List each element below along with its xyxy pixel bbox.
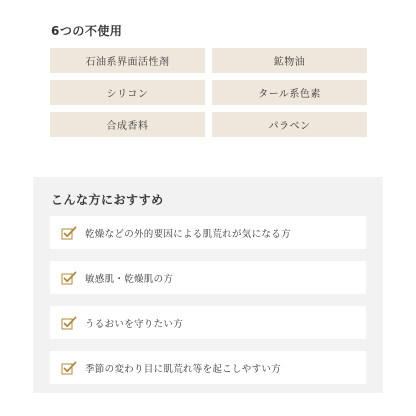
recommend-title: こんな方におすすめ: [51, 193, 164, 207]
free-from-item: 合成香料: [50, 112, 205, 137]
recommend-list: [50, 216, 366, 396]
checkbox-check-icon: [61, 316, 77, 330]
free-from-item: 鉱物油: [212, 48, 367, 73]
recommend-item-text: 敏感肌・乾燥肌の方: [85, 273, 174, 285]
recommend-item-text: うるおいを守りたい方: [85, 318, 184, 330]
free-from-item: タール系色素: [212, 80, 367, 105]
recommend-item-text: 乾燥などの外的要因による肌荒れが気になる方: [85, 228, 291, 240]
free-from-grid: [50, 48, 368, 137]
recommend-item: [50, 216, 366, 249]
recommend-item: [50, 306, 366, 339]
free-from-item: シリコン: [50, 80, 205, 105]
checkbox-check-icon: [61, 271, 77, 285]
recommend-panel: [33, 177, 383, 393]
checkbox-check-icon: [61, 226, 77, 240]
recommend-item: [50, 351, 366, 384]
recommend-item-text: 季節の変わり目に肌荒れ等を起こしやすい方: [85, 363, 282, 375]
checkbox-check-icon: [61, 361, 77, 375]
free-from-title: 6つの不使用: [51, 24, 123, 38]
free-from-item: 石油系界面活性剤: [50, 48, 205, 73]
recommend-item: [50, 261, 366, 294]
free-from-item: パラベン: [212, 112, 367, 137]
